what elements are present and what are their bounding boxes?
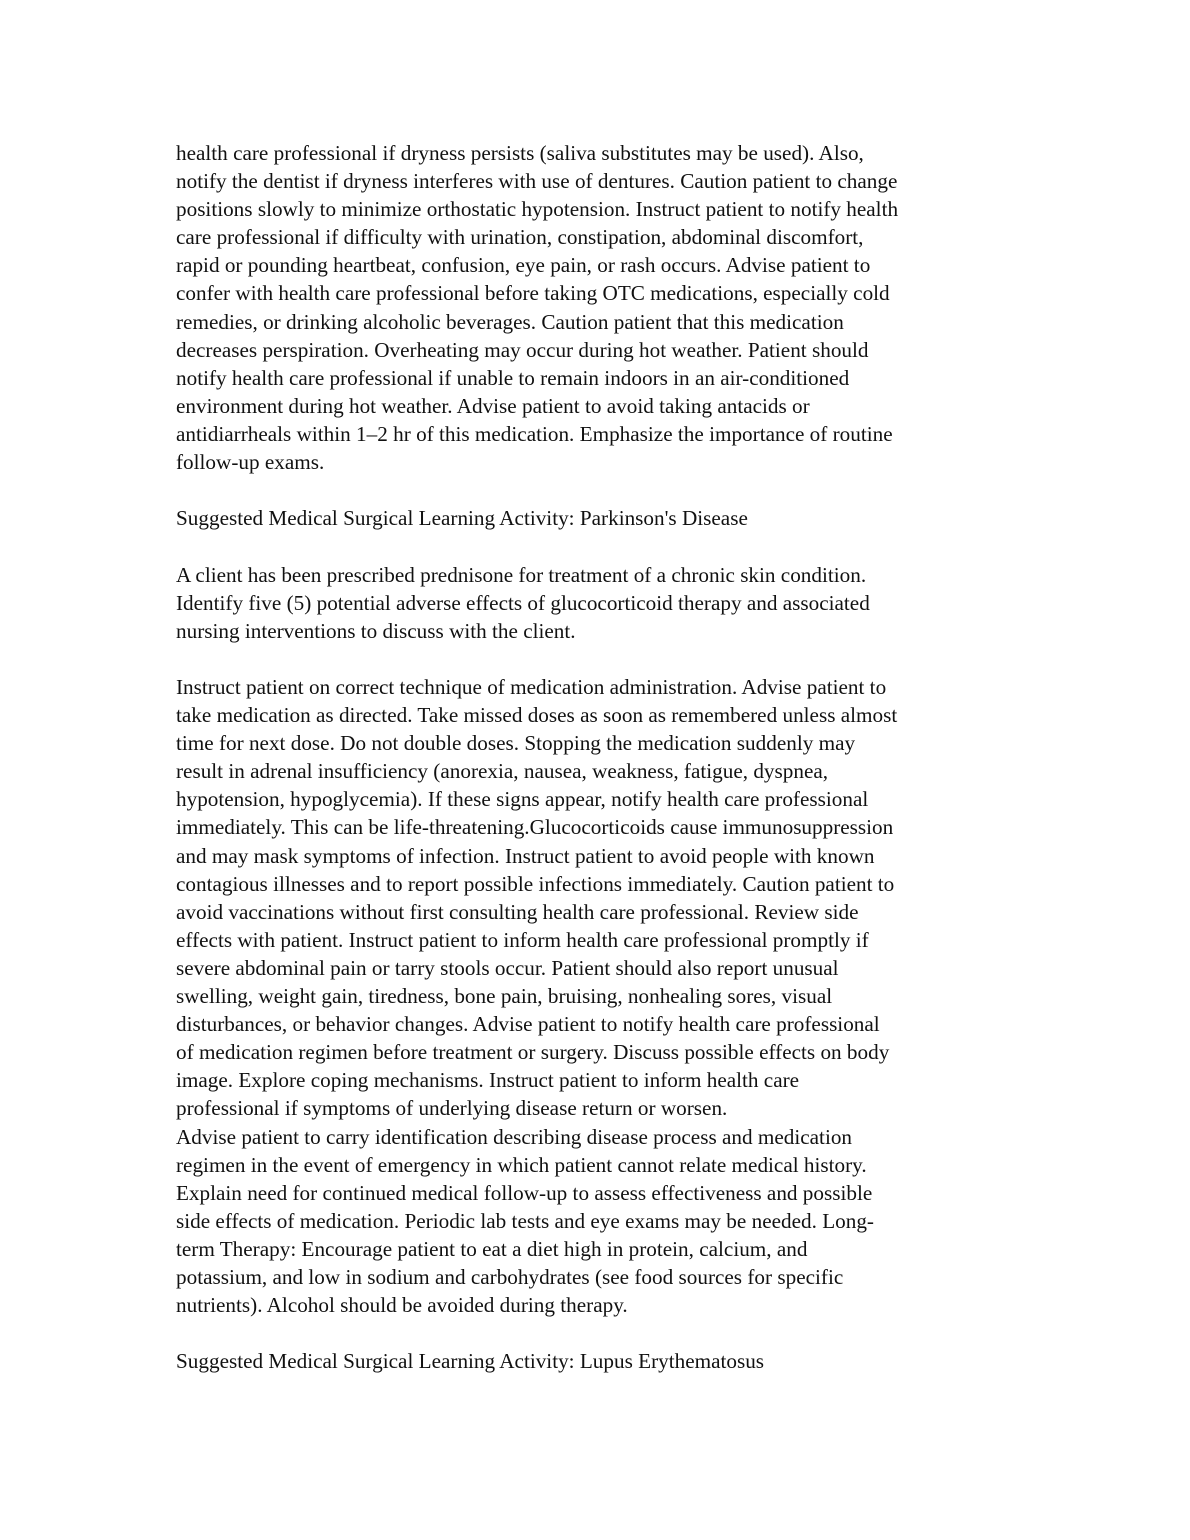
text-line: and may mask symptoms of infection. Instruct patient to avoid people with known (176, 843, 875, 868)
text-line: swelling, weight gain, tiredness, bone pain, bruising, nonhealing sores, visual (176, 984, 833, 1009)
text-line: Explain need for continued medical follow-up to assess effectiveness and possible (176, 1180, 873, 1205)
text-line: result in adrenal insufficiency (anorexia, nausea, weakness, fatigue, dyspnea, (176, 759, 829, 784)
text-line: disturbances, or behavior changes. Advise patient to notify health care professional (176, 1012, 880, 1037)
text-line: rapid or pounding heartbeat, confusion, eye pain, or rash occurs. Advise patient to (176, 253, 871, 278)
text-line: Identify five (5) potential adverse effects of glucocorticoid therapy and associated (176, 591, 870, 616)
text-line: positions slowly to minimize orthostatic hypotension. Instruct patient to notify health (176, 197, 899, 222)
heading-lupus-activity (176, 1347, 996, 1375)
paragraph-glucocorticoid-teaching (176, 673, 996, 1319)
text-line: Advise patient to carry identification describing disease process and medication (176, 1124, 853, 1149)
text-line: environment during hot weather. Advise patient to avoid taking antacids or (176, 393, 810, 418)
text-line: term Therapy: Encourage patient to eat a diet high in protein, calcium, and (176, 1236, 808, 1261)
text-line: potassium, and low in sodium and carbohydrates (see food sources for specific (176, 1264, 844, 1289)
text-line: immediately. This can be life-threatening.Glucocorticoids cause immunosuppression (176, 815, 894, 840)
heading-parkinsons-activity (176, 504, 996, 532)
text-line: nursing interventions to discuss with the client. (176, 619, 576, 644)
question-prednisone (176, 561, 996, 645)
text-line: professional if symptoms of underlying disease return or worsen. (176, 1096, 728, 1121)
text-line: nutrients). Alcohol should be avoided during therapy. (176, 1293, 628, 1318)
text-line: take medication as directed. Take missed doses as soon as remembered unless almost (176, 703, 898, 728)
text-line: image. Explore coping mechanisms. Instruct patient to inform health care (176, 1068, 800, 1093)
text-line: follow-up exams. (176, 450, 325, 475)
text-line: time for next dose. Do not double doses. Stopping the medication suddenly may (176, 731, 856, 756)
text-line: Instruct patient on correct technique of medication administration. Advise patient to (176, 675, 887, 699)
text-line: severe abdominal pain or tarry stools occur. Patient should also report unusual (176, 955, 839, 980)
text-line: decreases perspiration. Overheating may occur during hot weather. Patient should (176, 337, 869, 362)
heading-text: Suggested Medical Surgical Learning Activity: Lupus Erythematosus (176, 1349, 765, 1373)
text-line: antidiarrheals within 1–2 hr of this medication. Emphasize the importance of routine (176, 421, 893, 446)
text-line: confer with health care professional before taking OTC medications, especially cold (176, 281, 890, 306)
text-line: regimen in the event of emergency in which patient cannot relate medical history. (176, 1152, 867, 1177)
text-line: notify health care professional if unable to remain indoors in an air-conditioned (176, 365, 850, 390)
text-line: contagious illnesses and to report possible infections immediately. Caution patient to (176, 871, 895, 896)
text-line: side effects of medication. Periodic lab tests and eye exams may be needed. Long- (176, 1208, 874, 1233)
text-line: hypotension, hypoglycemia). If these signs appear, notify health care professional (176, 787, 869, 812)
heading-text: Suggested Medical Surgical Learning Activity: Parkinson's Disease (176, 506, 748, 530)
text-line: remedies, or drinking alcoholic beverages. Caution patient that this medication (176, 309, 844, 334)
text-line: of medication regimen before treatment or surgery. Discuss possible effects on body (176, 1040, 890, 1065)
text-line: notify the dentist if dryness interferes with use of dentures. Caution patient to change (176, 169, 898, 194)
text-line: care professional if difficulty with urination, constipation, abdominal discomfort, (176, 225, 864, 250)
text-line: effects with patient. Instruct patient to inform health care professional promptly if (176, 927, 869, 952)
text-line: A client has been prescribed prednisone for treatment of a chronic skin condition. (176, 563, 867, 587)
text-line: avoid vaccinations without first consulting health care professional. Review side (176, 899, 859, 924)
paragraph-anticholinergic-teaching (176, 139, 996, 476)
text-line: health care professional if dryness persists (saliva substitutes may be used). Also, (176, 141, 864, 165)
